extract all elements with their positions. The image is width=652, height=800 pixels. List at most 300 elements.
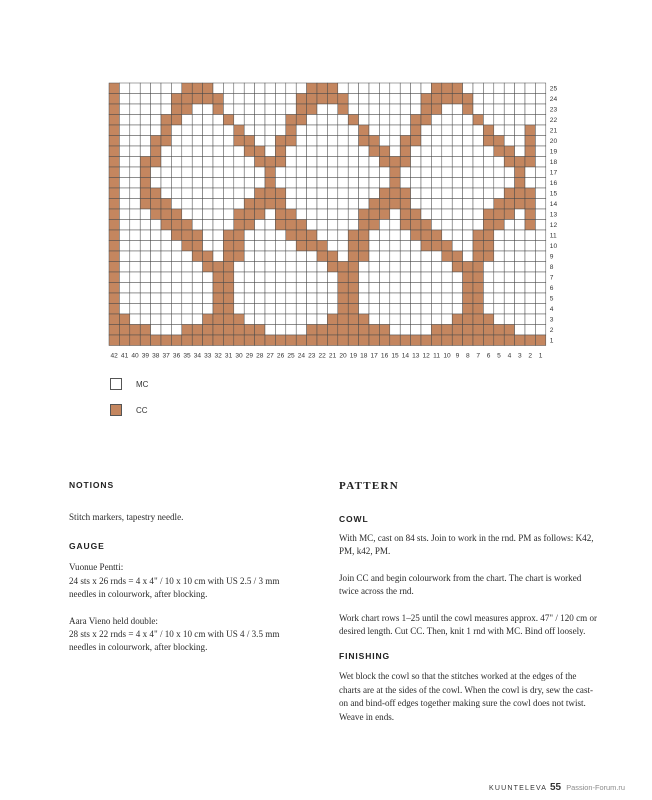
chart-cell [223,115,233,126]
chart-cell [359,115,369,126]
chart-cell [494,94,504,105]
chart-cell [265,199,275,210]
chart-cell [234,178,244,189]
chart-cell [452,167,462,178]
chart-cell [535,230,545,241]
chart-cell [286,283,296,294]
chart-cell [338,304,348,315]
chart-cell [140,325,150,336]
chart-cell [494,167,504,178]
chart-cell [483,125,493,136]
chart-cell [431,230,441,241]
chart-cell [307,304,317,315]
chart-cell [130,220,140,231]
chart-cell [234,335,244,346]
chart-cell [421,293,431,304]
chart-cell [296,167,306,178]
chart-cell [140,104,150,115]
chart-cell [161,272,171,283]
chart-cell [338,178,348,189]
chart-cell [223,272,233,283]
chart-cell [161,283,171,294]
chart-cell [119,220,129,231]
chart-cell [369,125,379,136]
chart-cell [390,325,400,336]
chart-cell [296,188,306,199]
chart-cell [234,283,244,294]
chart-cell [338,283,348,294]
chart-cell [317,272,327,283]
chart-cell [234,188,244,199]
chart-cell [379,314,389,325]
chart-cell [317,83,327,94]
chart-cell [171,325,181,336]
chart-cell [515,314,525,325]
chart-cell [359,220,369,231]
finishing-paragraph: Wet block the cowl so that the stitches worked at the edges of the charts are at the sides of the cowl. When the cowl is dry, sew the cast-on and bind-off edges together making sure the cowl does not twist. Weave in ends. [339,671,594,722]
chart-cell [151,293,161,304]
chart-cell [369,220,379,231]
chart-cell [348,314,358,325]
column-number: 1 [538,352,543,360]
chart-cell [327,125,337,136]
chart-cell [431,335,441,346]
chart-cell [411,304,421,315]
chart-cell [379,125,389,136]
chart-cell [151,115,161,126]
row-number: 25 [549,85,558,93]
chart-cell [535,335,545,346]
chart-cell [390,272,400,283]
chart-cell [369,199,379,210]
chart-cell [296,83,306,94]
chart-cell [421,209,431,220]
chart-cell [515,157,525,168]
chart-cell [348,115,358,126]
column-number: 10 [443,352,451,360]
chart-cell [327,115,337,126]
chart-cell [265,262,275,273]
chart-cell [151,125,161,136]
chart-cell [223,220,233,231]
chart-cell [504,167,514,178]
chart-cell [307,293,317,304]
chart-cell [473,230,483,241]
chart-cell [390,157,400,168]
row-number: 20 [549,138,558,146]
chart-cell [244,104,254,115]
right-column [339,480,599,724]
chart-cell [307,83,317,94]
chart-cell [400,314,410,325]
chart-cell [452,94,462,105]
chart-cell [369,83,379,94]
chart-cell [494,125,504,136]
chart-cell [525,314,535,325]
page-number: 55 [549,782,562,793]
chart-cell [421,272,431,283]
chart-cell [192,241,202,252]
chart-cell [255,83,265,94]
chart-cell [255,167,265,178]
chart-cell [483,167,493,178]
chart-cell [161,83,171,94]
chart-cell [327,241,337,252]
chart-cell [244,209,254,220]
chart-cell [400,241,410,252]
chart-cell [338,251,348,262]
chart-cell [255,220,265,231]
chart-cell [317,325,327,336]
chart-cell [348,104,358,115]
row-number: 2 [549,327,554,335]
chart-cell [161,335,171,346]
chart-cell [130,199,140,210]
chart-cell [369,251,379,262]
chart-cell [515,209,525,220]
chart-cell [255,304,265,315]
chart-cell [213,94,223,105]
magazine-name: KUUNTELEVA [489,785,547,792]
chart-cell [140,283,150,294]
chart-cell [275,293,285,304]
chart-cell [494,262,504,273]
chart-cell [140,209,150,220]
chart-cell [307,325,317,336]
chart-cell [442,272,452,283]
row-number: 24 [549,96,558,104]
chart-cell [182,94,192,105]
chart-cell [307,262,317,273]
chart-cell [140,304,150,315]
chart-cell [286,94,296,105]
chart-cell [431,314,441,325]
chart-cell [171,283,181,294]
chart-cell [317,125,327,136]
column-number: 20 [339,352,347,360]
chart-cell [275,178,285,189]
chart-cell [234,220,244,231]
chart-cell [203,136,213,147]
chart-cell [473,251,483,262]
chart-cell [535,104,545,115]
chart-cell [140,335,150,346]
chart-cell [327,83,337,94]
chart-cell [535,251,545,262]
chart-cell [525,335,535,346]
chart-cell [275,199,285,210]
chart-cell [192,283,202,294]
chart-cell [317,209,327,220]
chart-cell [255,178,265,189]
chart-cell [234,146,244,157]
column-number: 2 [528,352,533,360]
chart-cell [494,209,504,220]
chart-cell [265,188,275,199]
chart-cell [182,188,192,199]
chart-cell [317,146,327,157]
chart-cell [431,293,441,304]
chart-cell [213,304,223,315]
chart-cell [525,125,535,136]
row-number: 18 [549,159,558,167]
chart-cell [494,314,504,325]
chart-cell [483,230,493,241]
chart-cell [504,178,514,189]
chart-cell [473,293,483,304]
chart-cell [379,146,389,157]
chart-cell [223,157,233,168]
chart-cell [338,335,348,346]
chart-cell [463,94,473,105]
mc-label: MC [136,379,149,389]
chart-cell [515,115,525,126]
chart-cell [400,104,410,115]
chart-cell [359,178,369,189]
chart-cell [161,115,171,126]
chart-cell [535,220,545,231]
chart-cell [359,94,369,105]
chart-cell [244,272,254,283]
chart-cell [109,283,119,294]
chart-cell [286,178,296,189]
chart-cell [452,335,462,346]
chart-cell [442,220,452,231]
chart-cell [421,94,431,105]
chart-cell [431,325,441,336]
chart-cell [109,314,119,325]
chart-cell [109,94,119,105]
chart-cell [151,283,161,294]
chart-cell [151,325,161,336]
chart-cell [494,251,504,262]
chart-cell [442,125,452,136]
chart-cell [317,220,327,231]
chart-cell [182,283,192,294]
chart-cell [265,178,275,189]
chart-cell [359,272,369,283]
chart-cell [140,83,150,94]
chart-cell [359,146,369,157]
chart-cell [109,188,119,199]
chart-cell [192,325,202,336]
row-number: 11 [549,232,557,240]
chart-cell [483,136,493,147]
chart-cell [109,157,119,168]
chart-cell [119,283,129,294]
chart-cell [431,272,441,283]
chart-cell [171,83,181,94]
chart-cell [286,262,296,273]
chart-cell [452,272,462,283]
chart-cell [421,157,431,168]
chart-cell [130,293,140,304]
chart-cell [431,209,441,220]
chart-cell [494,188,504,199]
chart-cell [265,125,275,136]
chart-cell [442,262,452,273]
chart-cell [504,230,514,241]
chart-cell [463,188,473,199]
chart-cell [223,293,233,304]
chart-cell [390,104,400,115]
row-number: 14 [549,201,558,209]
chart-cell [109,272,119,283]
chart-cell [192,157,202,168]
gauge-heading: GAUGE [69,541,105,552]
row-number: 15 [549,190,558,198]
chart-cell [431,262,441,273]
chart-cell [494,293,504,304]
chart-cell [504,199,514,210]
gauge-vuonue [69,561,284,601]
chart-cell [525,272,535,283]
column-number: 25 [287,352,295,360]
chart-cell [317,94,327,105]
chart-cell [161,178,171,189]
chart-cell [182,178,192,189]
chart-cell [483,325,493,336]
chart-cell [130,325,140,336]
chart-cell [255,293,265,304]
chart-cell [535,209,545,220]
chart-cell [525,262,535,273]
chart-cell [494,104,504,115]
chart-cell [275,251,285,262]
chart-cell [265,146,275,157]
chart-cell [307,146,317,157]
chart-cell [203,104,213,115]
chart-cell [275,241,285,252]
chart-cell [359,125,369,136]
chart-cell [151,220,161,231]
chart-cell [244,167,254,178]
chart-cell [151,83,161,94]
chart-cell [203,283,213,294]
chart-cell [130,272,140,283]
chart-cell [203,220,213,231]
chart-cell [504,241,514,252]
gauge-line: 24 sts x 26 rnds = 4 x 4" / 10 x 10 cm with US 2.5 / 3 mm [69,575,280,586]
chart-cell [504,272,514,283]
chart-cell [379,325,389,336]
chart-cell [275,136,285,147]
chart-cell [234,230,244,241]
chart-cell [161,293,171,304]
chart-cell [379,283,389,294]
chart-cell [151,241,161,252]
chart-cell [535,314,545,325]
chart-cell [223,251,233,262]
chart-cell [151,94,161,105]
chart-cell [421,167,431,178]
chart-cell [203,241,213,252]
chart-cell [275,304,285,315]
chart-cell [171,94,181,105]
chart-cell [130,104,140,115]
chart-cell [494,115,504,126]
chart-cell [182,199,192,210]
gauge-line: Aara Vieno held double: [69,615,158,626]
chart-cell [473,83,483,94]
chart-cell [140,272,150,283]
chart-cell [119,241,129,252]
column-number: 4 [507,352,512,360]
chart-cell [234,115,244,126]
chart-cell [234,104,244,115]
cowl-paragraph-1: With MC, cast on 84 sts. Join to work in the rnd. PM as follows: K42, PM, k42, PM. [339,533,594,557]
gauge-line: needles in colourwork, after blocking. [69,589,208,600]
chart-cell [390,283,400,294]
chart-cell [515,241,525,252]
column-number: 34 [193,352,202,360]
chart-cell [400,199,410,210]
chart-cell [275,188,285,199]
chart-cell [255,209,265,220]
chart-cell [109,167,119,178]
chart-cell [483,178,493,189]
page-footer [489,782,625,793]
chart-cell [130,314,140,325]
chart-cell [223,188,233,199]
chart-cell [442,167,452,178]
chart-cell [223,125,233,136]
chart-cell [504,283,514,294]
chart-cell [286,325,296,336]
chart-cell [255,230,265,241]
chart-cell [213,104,223,115]
chart-cell [234,83,244,94]
chart-cell [369,314,379,325]
chart-cell [359,136,369,147]
chart-cell [203,199,213,210]
chart-cell [431,94,441,105]
chart-cell [119,146,129,157]
chart-cell [473,94,483,105]
row-number: 6 [549,285,554,293]
column-number: 3 [517,352,522,360]
chart-cell [411,314,421,325]
chart-cell [504,104,514,115]
chart-cell [515,325,525,336]
chart-cell [265,167,275,178]
column-number: 33 [204,352,212,360]
chart-cell [431,104,441,115]
chart-cell [411,220,421,231]
chart-cell [213,262,223,273]
chart-cell [431,241,441,252]
chart-cell [286,241,296,252]
chart-cell [411,167,421,178]
chart-cell [296,335,306,346]
column-number: 39 [141,352,150,360]
chart-cell [348,94,358,105]
chart-cell [431,125,441,136]
column-number: 14 [401,352,410,360]
chart-cell [525,157,535,168]
chart-cell [265,220,275,231]
chart-cell [203,115,213,126]
chart-cell [327,325,337,336]
chart-cell [275,283,285,294]
chart-cell [359,325,369,336]
chart-cell [504,251,514,262]
chart-cell [265,157,275,168]
chart-cell [307,125,317,136]
chart-cell [130,146,140,157]
chart-cell [525,283,535,294]
chart-cell [452,230,462,241]
